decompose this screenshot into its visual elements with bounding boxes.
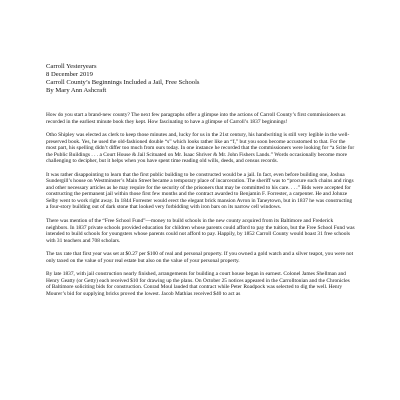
paragraph [46,132,355,165]
paragraph [46,271,355,297]
article-date: 8 December 2019 [46,71,93,78]
paragraph [46,172,355,211]
column-name: Carroll Yesteryears [46,63,97,70]
paragraph [46,251,355,264]
paragraph-text: There was mention of the “Free School Fund”—money to build schools in the new county acquired from its Baltimore and Frederick neighbors. In 1837 private schools provided education for children whose parents could afford to pay the tuition, but the Free School Fund was intended to build schools for youngsters whose parents could not afford to pay. Happily, by 1852 Carroll County would boast 31 free schools with 31 teachers and 708 scholars. [46,218,355,244]
paragraph-text: How do you start a brand-new county? The next few paragraphs offer a glimpse into the actions of Carroll County’s first commissioners as recorded in the earliest minute book they kept. How fascinating to have a glimpse of Carroll’s 1837 beginnings! [46,112,346,125]
paragraph-text: Otho Shipley was elected as clerk to keep those minutes and, lucky for us in the 21st century, his handwriting is still very legible in the well-preserved book. Yes, he used the old-fashioned double “s” which looks rather like an “f,” but you soon become accustomed to that. For the most part, his spelling didn’t differ too much from ours today. In one instance he recorded that the commissioners were looking for “a Scite for the Public Buildings . . . a Court House & Jail Scituated on Mr. Isaac Shriver & Mr. John Fishers Lands.” Words occasionally become more challenging to decipher, but it helps when you have spent time reading old wills, deeds, and census records. [46,132,355,165]
article-byline: By Mary Ann Ashcraft [46,87,107,94]
paragraph-text: The tax rate that first year was set at $0.27 per $100 of real and personal property. If you owned a gold watch and a silver teapot, you were not only taxed on the value of your real estate but also on the value of your personal property. [46,251,354,264]
paragraph-text: It was rather disappointing to learn that the first public building to be constructed would be a jail. In fact, even before building one, Joshua Sundergill’s house on Westminster’s Main Street became a temporary place of incarceration. The sheriff was to “procure such chains and rings and other necessary articles as he may require for the security of the prisoners that may be committed to his care. . . .” Bids were accepted for constructing the permanent jail within those first few months and the contract awarded to Benjamin F. Forrester, a carpenter. He and Johnze Selby went to work right away. In 1844 Forrester would erect the elegant brick mansion Avron in Taneytown, but in 1837 he was constructing a four-story building out of dark stone that looked very forbidding with iron bars on its narrow cell windows. [46,171,354,211]
paragraph [46,112,355,125]
article-title: Carroll County’s Beginnings Included a Jail, Free Schools [46,79,200,86]
article-header [46,63,355,95]
paragraph-text: By late 1837, with jail construction nearly finished, arrangements for building a court house began in earnest. Colonel James Shellman and Henry Geatty (or Getty) each received $10 for drawing up the plans. On October 25 notices appeared in the Carrolltonian and the Chronicles of Baltimore soliciting bids for construction. Conrad Moul lauded that contract while Peter Roadpock was selected to dig the well. Henry Mourer’s bid for supplying bricks proved the lowest. Jacob Mathias received $40 to act as [46,271,350,297]
paragraph [46,218,355,244]
